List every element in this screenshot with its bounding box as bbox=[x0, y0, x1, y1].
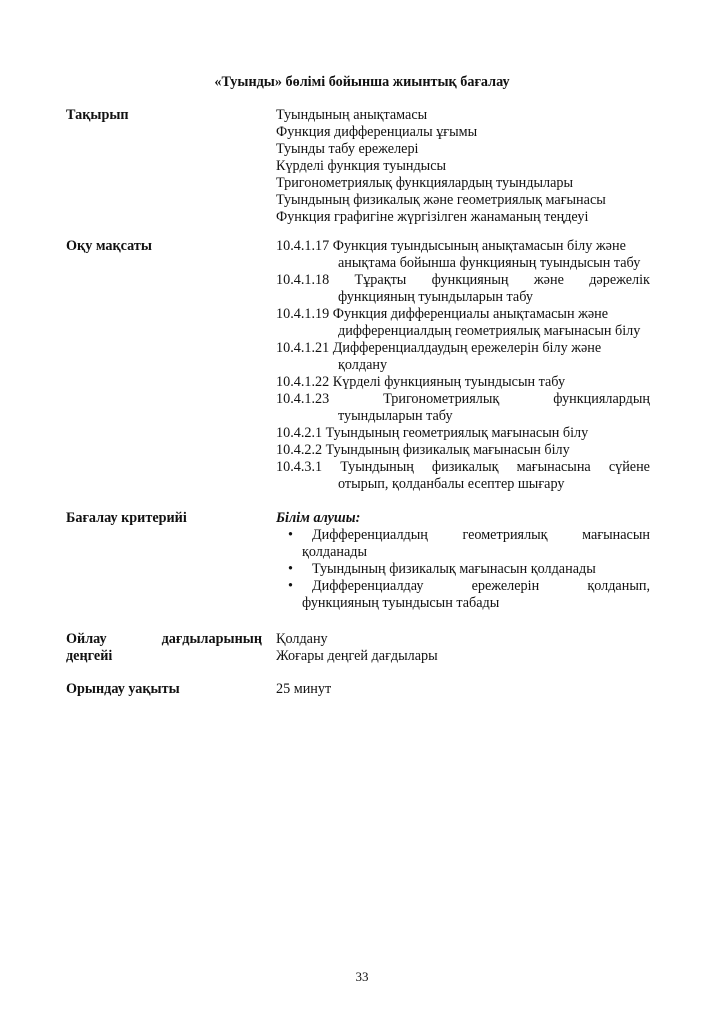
objective-line: 10.4.1.22 Күрделі функцияның туындысын табу bbox=[276, 374, 566, 390]
thinking-item: Қолдану bbox=[276, 631, 328, 647]
objective-line: отырып, қолданбалы есептер шығару bbox=[338, 476, 565, 492]
objective-code: 10.4.1.23 bbox=[276, 391, 330, 407]
bullet-icon: • bbox=[288, 578, 293, 594]
objective-line: функцияның туындыларын табу bbox=[338, 289, 533, 305]
objective-line: 10.4.1.18 Тұрақты функцияның және дәрежелік bbox=[276, 272, 650, 288]
thinking-item: Жоғары деңгей дағдылары bbox=[276, 648, 438, 664]
page-title: «Туынды» бөлімі бойынша жиынтық бағалау bbox=[214, 74, 510, 90]
thinking-list bbox=[276, 631, 650, 665]
criteria-bullet: • Туындының физикалық мағынасын қолданады bbox=[288, 561, 596, 577]
criteria-heading: Білім алушы: bbox=[276, 510, 361, 526]
page-number: 33 bbox=[355, 969, 369, 984]
topic-item: Туындының физикалық және геометриялық мағынасы bbox=[276, 192, 606, 208]
topic-item: Туындының анықтамасы bbox=[276, 107, 428, 123]
criteria-bullet: • Дифференциалдау ережелерін қолданып, bbox=[288, 578, 650, 594]
topic-label: Тақырып bbox=[66, 107, 129, 123]
objective-line: 10.4.2.1 Туындының геометриялық мағынасын білу bbox=[276, 425, 589, 441]
bullet-icon: • bbox=[288, 527, 293, 543]
objective-line: дифференциалдың геометриялық мағынасын білу bbox=[338, 323, 641, 339]
objective-text: Функция туындысының анықтамасын білу және bbox=[332, 238, 626, 254]
objective-line: 10.4.1.19 Функция дифференциалы анықтамасын және bbox=[276, 306, 609, 322]
objective-code: 10.4.1.18 bbox=[276, 272, 330, 288]
objective-code: 10.4.2.2 bbox=[276, 442, 323, 458]
criteria-bullet: • Дифференциалдың геометриялық мағынасын bbox=[288, 527, 650, 543]
topic-item: Функция дифференциалы ұғымы bbox=[276, 124, 478, 140]
objective-line bbox=[276, 238, 650, 255]
objective-code: 10.4.3.1 bbox=[276, 459, 323, 475]
objectives-label: Оқу мақсаты bbox=[66, 238, 152, 254]
time-value: 25 минут bbox=[276, 681, 332, 697]
topic-item: Тригонометриялық функциялардың туындылары bbox=[276, 175, 573, 191]
objective-line: 10.4.1.21 Дифференциалдаудың ережелерін білу және bbox=[276, 340, 602, 356]
objective-line: анықтама бойынша функцияның туындысын табу bbox=[338, 255, 641, 271]
topic-item: Күрделі функция туындысы bbox=[276, 158, 447, 174]
criteria-block bbox=[276, 510, 650, 612]
objective-code: 10.4.1.17 bbox=[276, 238, 330, 254]
criteria-bullet-cont: функцияның туындысын табады bbox=[302, 595, 500, 611]
criteria-label: Бағалау критерийі bbox=[66, 510, 187, 526]
topic-item: Туынды табу ережелері bbox=[276, 141, 419, 157]
thinking-label: Ойлау дағдыларының деңгейі bbox=[66, 631, 262, 664]
objective-line: 10.4.1.23 Тригонометриялық функциялардың bbox=[276, 391, 650, 407]
objective-line: қолдану bbox=[338, 357, 388, 373]
objective-code: 10.4.2.1 bbox=[276, 425, 323, 441]
objective-code: 10.4.1.19 bbox=[276, 306, 330, 322]
criteria-bullet-cont: қолданады bbox=[302, 544, 368, 560]
objective-line: 10.4.2.2 Туындының физикалық мағынасын білу bbox=[276, 442, 570, 458]
objective-line: 10.4.3.1 Туындының физикалық мағынасына сүйене bbox=[276, 459, 650, 475]
objective-line: туындыларын табу bbox=[338, 408, 453, 424]
objective-code: 10.4.1.21 bbox=[276, 340, 330, 356]
objectives-list bbox=[276, 238, 650, 493]
objective-code: 10.4.1.22 bbox=[276, 374, 330, 390]
bullet-icon: • bbox=[288, 561, 293, 577]
topic-item: Функция графигіне жүргізілген жанаманың теңдеуі bbox=[276, 209, 589, 225]
topic-list bbox=[276, 107, 650, 226]
time-label: Орындау уақыты bbox=[66, 681, 180, 697]
